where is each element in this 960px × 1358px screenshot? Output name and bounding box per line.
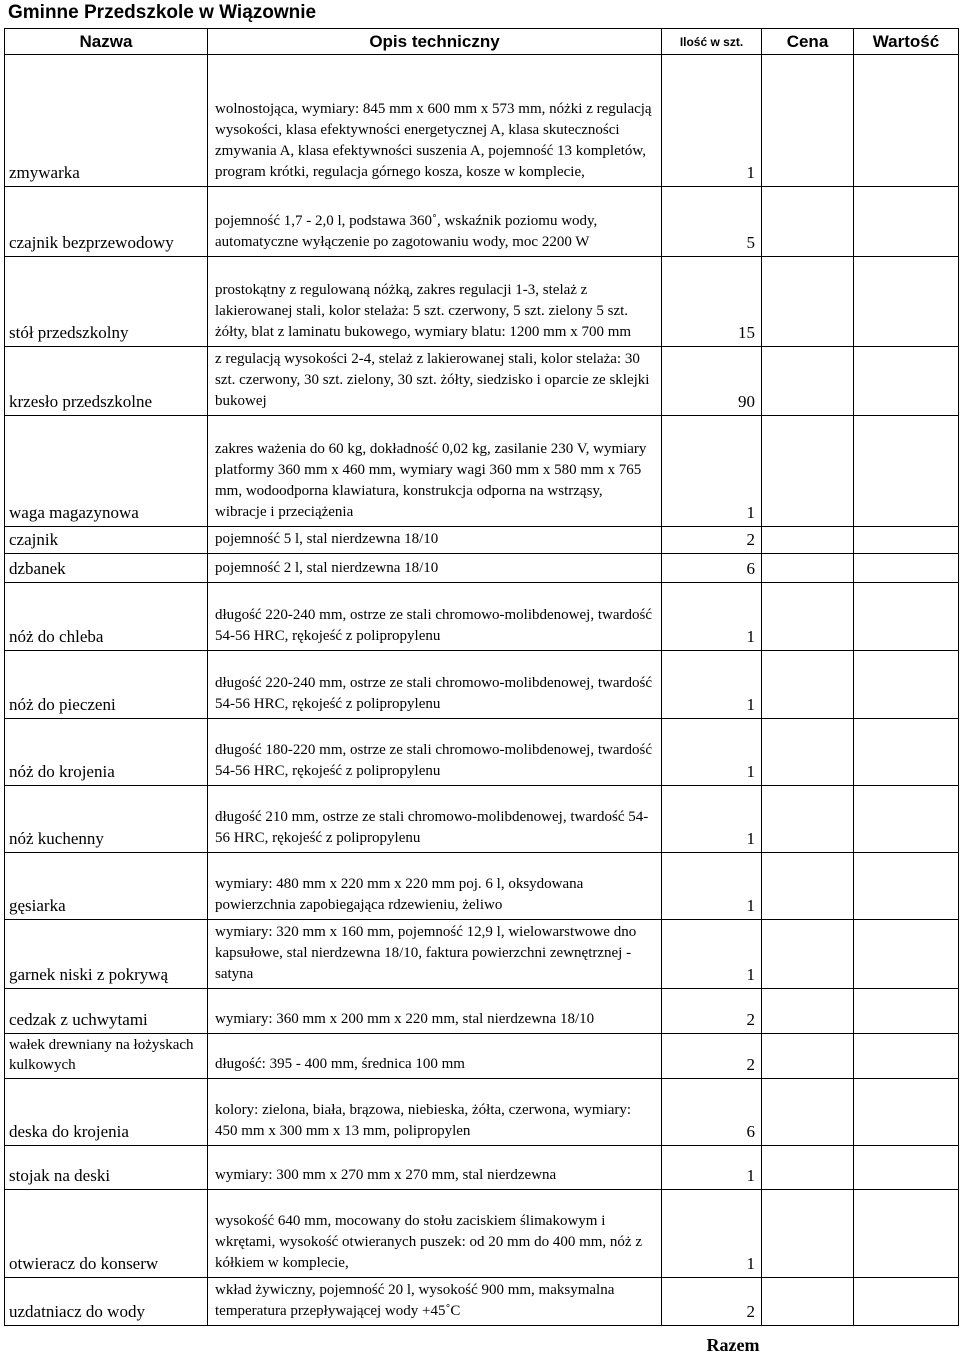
item-price — [762, 920, 854, 989]
item-name: deska do krojenia — [5, 1079, 208, 1146]
item-value — [854, 583, 959, 651]
item-quantity: 1 — [662, 719, 762, 786]
table-row — [5, 347, 959, 416]
table-row — [5, 583, 959, 651]
table-row — [5, 527, 959, 554]
item-quantity: 6 — [662, 554, 762, 583]
item-value — [854, 1079, 959, 1146]
item-description: długość 180-220 mm, ostrze ze stali chromowo-molibdenowej, twardość 54-56 HRC, rękojeść z polipropylenu — [208, 719, 662, 786]
item-description: długość 220-240 mm, ostrze ze stali chromowo-molibdenowej, twardość 54-56 HRC, rękojeść z polipropylenu — [208, 583, 662, 651]
item-quantity: 1 — [662, 55, 762, 187]
item-price — [762, 583, 854, 651]
item-description: prostokątny z regulowaną nóżką, zakres regulacji 1-3, stelaż z lakierowanej stali, kolor stelaża: 5 szt. czerwony, 5 szt. zielony 5 szt. żółty, blat z laminatu bukowego, wymiary blatu: 1200 mm x 700 mm — [208, 257, 662, 347]
item-price — [762, 786, 854, 853]
item-value — [854, 853, 959, 920]
item-description: wymiary: 480 mm x 220 mm x 220 mm poj. 6 l, oksydowana powierzchnia zapobiegająca rdzewieniu, żeliwo — [208, 853, 662, 920]
item-value — [854, 1034, 959, 1079]
table-row — [5, 55, 959, 187]
item-name: czajnik — [5, 527, 208, 554]
item-value — [854, 1278, 959, 1326]
item-price — [762, 719, 854, 786]
item-name: waga magazynowa — [5, 416, 208, 527]
item-price — [762, 416, 854, 527]
item-quantity: 1 — [662, 1190, 762, 1278]
table-row — [5, 853, 959, 920]
table-header-row — [5, 29, 959, 55]
item-description: długość 210 mm, ostrze ze stali chromowo-molibdenowej, twardość 54-56 HRC, rękojeść z polipropylenu — [208, 786, 662, 853]
item-quantity: 1 — [662, 920, 762, 989]
item-price — [762, 55, 854, 187]
item-name: cedzak z uchwytami — [5, 989, 208, 1034]
item-price — [762, 1278, 854, 1326]
table-row — [5, 1079, 959, 1146]
item-quantity: 15 — [662, 257, 762, 347]
item-quantity: 6 — [662, 1079, 762, 1146]
item-quantity: 1 — [662, 853, 762, 920]
item-price — [762, 853, 854, 920]
item-description: kolory: zielona, biała, brązowa, niebieska, żółta, czerwona, wymiary: 450 mm x 300 mm x 13 mm, polipropylen — [208, 1079, 662, 1146]
item-value — [854, 786, 959, 853]
item-price — [762, 1146, 854, 1190]
item-description: zakres ważenia do 60 kg, dokładność 0,02 kg, zasilanie 230 V, wymiary platformy 360 mm x 460 mm, wymiary wagi 360 mm x 580 mm x 765 mm, wodoodporna klawiatura, konstrukcja odporna na wstrząsy, wibracje i przeciążenia — [208, 416, 662, 527]
table-row — [5, 1278, 959, 1326]
item-name: otwieracz do konserw — [5, 1190, 208, 1278]
item-price — [762, 989, 854, 1034]
item-name: dzbanek — [5, 554, 208, 583]
item-name: krzesło przedszkolne — [5, 347, 208, 416]
item-price — [762, 1034, 854, 1079]
item-description: wysokość 640 mm, mocowany do stołu zaciskiem ślimakowym i wkrętami, wysokość otwieranych puszek: od 20 mm do 400 mm, nóż z kółkiem w komplecie, — [208, 1190, 662, 1278]
item-value — [854, 554, 959, 583]
item-value — [854, 416, 959, 527]
table-row — [5, 187, 959, 257]
item-value — [854, 1190, 959, 1278]
item-quantity: 1 — [662, 786, 762, 853]
item-value — [854, 527, 959, 554]
table-row — [5, 786, 959, 853]
item-name: nóż do pieczeni — [5, 651, 208, 719]
equipment-table — [4, 28, 959, 1358]
item-price — [762, 187, 854, 257]
document-title: Gminne Przedszkole w Wiązownie — [8, 3, 316, 23]
item-value — [854, 920, 959, 989]
item-quantity: 2 — [662, 1034, 762, 1079]
item-name: wałek drewniany na łożyskach kulkowych — [5, 1034, 208, 1079]
table-row — [5, 416, 959, 527]
table-row — [5, 1034, 959, 1079]
item-quantity: 1 — [662, 583, 762, 651]
item-price — [762, 527, 854, 554]
item-value — [854, 347, 959, 416]
item-description: pojemność 2 l, stal nierdzewna 18/10 — [208, 554, 662, 583]
item-value — [854, 719, 959, 786]
item-name: stojak na deski — [5, 1146, 208, 1190]
table-row — [5, 989, 959, 1034]
item-quantity: 1 — [662, 416, 762, 527]
table-row — [5, 1146, 959, 1190]
table-row — [5, 920, 959, 989]
item-description: pojemność 5 l, stal nierdzewna 18/10 — [208, 527, 662, 554]
item-description: wymiary: 360 mm x 200 mm x 220 mm, stal nierdzewna 18/10 — [208, 989, 662, 1034]
column-header-name: Nazwa — [5, 29, 208, 55]
item-price — [762, 554, 854, 583]
item-name: gęsiarka — [5, 853, 208, 920]
item-value — [854, 651, 959, 719]
item-description: wkład żywiczny, pojemność 20 l, wysokość 900 mm, maksymalna temperatura przepływającej wody +45˚C — [208, 1278, 662, 1326]
column-header-quantity: Ilość w szt. — [662, 29, 762, 55]
item-name: nóż do krojenia — [5, 719, 208, 786]
item-price — [762, 1190, 854, 1278]
item-quantity: 90 — [662, 347, 762, 416]
table-row — [5, 651, 959, 719]
item-quantity: 2 — [662, 527, 762, 554]
summary-row — [5, 1326, 959, 1358]
item-description: wymiary: 320 mm x 160 mm, pojemność 12,9 l, wielowarstwowe dno kapsułowe, stal nierdzewna 18/10, faktura powierzchni zewnętrznej - satyna — [208, 920, 662, 989]
item-value — [854, 187, 959, 257]
item-price — [762, 347, 854, 416]
item-description: długość 220-240 mm, ostrze ze stali chromowo-molibdenowej, twardość 54-56 HRC, rękojeść z polipropylenu — [208, 651, 662, 719]
item-description: pojemność 1,7 - 2,0 l, podstawa 360˚, wskaźnik poziomu wody, automatyczne wyłączenie po zagotowaniu wody, moc 2200 W — [208, 187, 662, 257]
item-quantity: 1 — [662, 651, 762, 719]
item-name: stół przedszkolny — [5, 257, 208, 347]
item-quantity: 2 — [662, 989, 762, 1034]
item-quantity: 5 — [662, 187, 762, 257]
item-value — [854, 55, 959, 187]
column-header-price: Cena — [762, 29, 854, 55]
item-price — [762, 257, 854, 347]
item-description: wolnostojąca, wymiary: 845 mm x 600 mm x 573 mm, nóżki z regulacją wysokości, klasa efektywności energetycznej A, klasa skuteczności zmywania A, klasa efektywności suszenia A, pojemność 13 kompletów, program krótki, regulacja górnego kosza, kosze w komplecie, — [208, 55, 662, 187]
item-name: czajnik bezprzewodowy — [5, 187, 208, 257]
item-name: nóż kuchenny — [5, 786, 208, 853]
item-description: wymiary: 300 mm x 270 mm x 270 mm, stal nierdzewna — [208, 1146, 662, 1190]
item-name: zmywarka — [5, 55, 208, 187]
item-price — [762, 651, 854, 719]
item-value — [854, 257, 959, 347]
item-name: garnek niski z pokrywą — [5, 920, 208, 989]
table-row — [5, 1190, 959, 1278]
table-row — [5, 257, 959, 347]
column-header-value: Wartość — [854, 29, 959, 55]
table-row — [5, 554, 959, 583]
item-value — [854, 989, 959, 1034]
item-price — [762, 1079, 854, 1146]
item-name: nóż do chleba — [5, 583, 208, 651]
item-quantity: 2 — [662, 1278, 762, 1326]
summary-label: Razem — [662, 1326, 762, 1358]
column-header-description: Opis techniczny — [208, 29, 662, 55]
item-name: uzdatniacz do wody — [5, 1278, 208, 1326]
table-row — [5, 719, 959, 786]
item-value — [854, 1146, 959, 1190]
item-description: długość: 395 - 400 mm, średnica 100 mm — [208, 1034, 662, 1079]
item-quantity: 1 — [662, 1146, 762, 1190]
item-description: z regulacją wysokości 2-4, stelaż z lakierowanej stali, kolor stelaża: 30 szt. czerwony, 30 szt. zielony, 30 szt. żółty, siedzisko i oparcie ze sklejki bukowej — [208, 347, 662, 416]
